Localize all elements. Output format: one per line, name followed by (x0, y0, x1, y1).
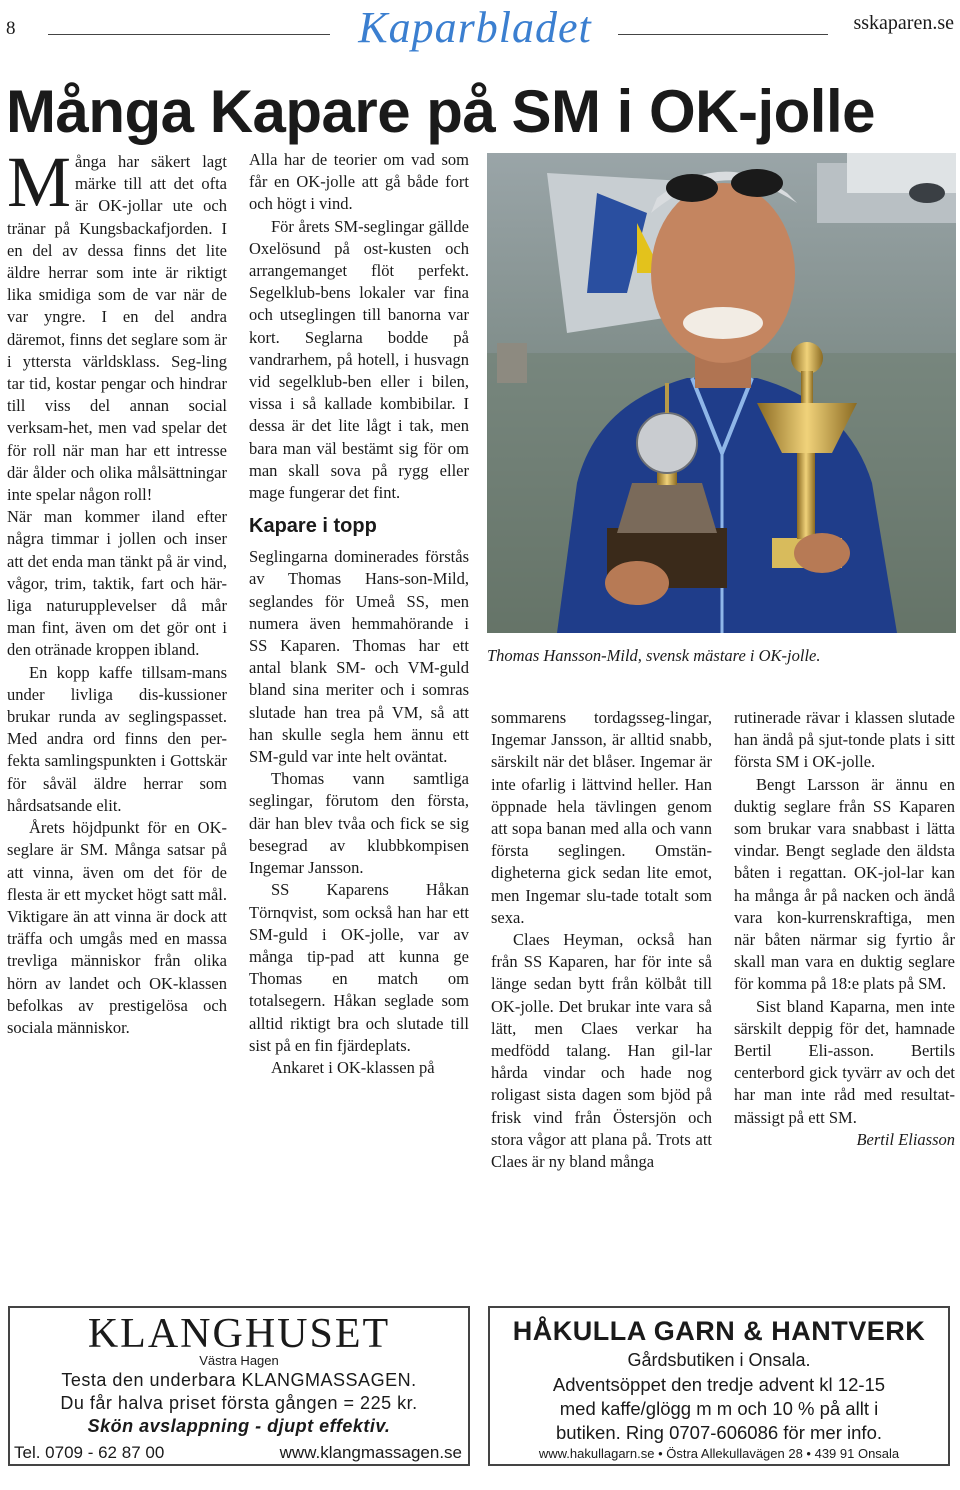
klanghuset-phone: Tel. 0709 - 62 87 00 (14, 1443, 165, 1462)
article-column-4 (734, 707, 955, 1151)
col1-paragraph-1 (7, 142, 227, 506)
masthead-logo: Kaparbladet (358, 3, 592, 52)
col3-paragraph-2: Claes Heyman, också han från SS Kaparen, har för inte så länge sedan bytt från kölbåt till OK-jolle. Det brukar inte vara så lätt, men Claes verkar ha medfödd talang. Han gil-lar hårda vindar och hade nog roligast sista dagen som bjöd på frisk vind från Östersjön och stora vågor att plana på. Trots att Claes är ny bland många (491, 930, 712, 1172)
header-rule-left (48, 34, 330, 35)
photo-illustration (487, 153, 956, 633)
klanghuset-title: KLANGHUSET (87, 1311, 391, 1357)
site-url: sskaparen.se (853, 12, 954, 34)
article-column-1 (7, 142, 227, 1039)
header-rule-right (618, 34, 828, 35)
col2-paragraph-6: Ankaret i OK-klassen på (271, 1057, 435, 1077)
col3-paragraph-1: sommarens tordagsseg-lingar, Ingemar Jansson, är alltid snabb, särskilt när det blåser. Ingemar är inte ofarlig i lättvind heller. Han öppnade hela tävlingen genom att sopa banan med alla och vann första seglingen. Omstän-digheterna gick sedan lite emot, men Ingemar slu-tade totalt som sexa. (491, 708, 712, 927)
col4-paragraph-3: Sist bland Kaparna, men inte särskilt deppig för det, hamnade Bertil Eli-asson. Bertils centerbord gick tyvärr av och det har man inte råd med resultat-mässigt på ett SM. (734, 996, 955, 1127)
col2-paragraph-5: SS Kaparens Håkan Törnqvist, som också han har ett SM-guld i OK-jolle, var av många tip-pad att kunna ge Thomas en match om totalsegern. Håkan seglade som alltid riktigt bra och slutade till sist på en fin fjärdeplats. (249, 880, 469, 1055)
klanghuset-line-3: Skön avslappning - djupt effektiv. (87, 1416, 391, 1436)
article-column-2 (249, 149, 469, 1079)
klanghuset-website: www.klangmassagen.se (279, 1443, 462, 1462)
col1-paragraph-4: Årets höjdpunkt för en OK-seglare är SM. Många satsar på att vinna, även om det för de flesta är ett mycket högt satt mål. Viktigare än att vinna är dock att träffa och umgås med en massa trevliga människor från olika hörn av landet och OK-klassen befolkas av prestigelösa och sociala människor. (7, 818, 227, 1037)
col1-paragraph-3: En kopp kaffe tillsam-mans under livliga dis-kussioner brukar runda av seglingspasset. Med andra ord finns den per-fekta samlingspunkten i Gottskär för såväl äldre herrar som hårdsatsande elit. (7, 662, 227, 815)
col1-paragraph-2: När man kommer iland efter några timmar i jollen och inser att det enda man tänkt på är vind, vågor, trim, taktik, fart och här-liga naturupplevelser då mår man fint, även om det gör ont i den otränade kroppen ibland. (7, 507, 227, 660)
photo-caption: Thomas Hansson-Mild, svensk mästare i OK-jolle. (487, 646, 821, 665)
col1-p1-text: ånga har säkert lagt märke till att det ofta är OK-jollar ute och tränar på Kungsbackafjorden. I en del av dessa finns det lite äldre herrar som inte är riktigt lika smidiga som de var när de var yngre. I en del andra däremot, finns det seglare som är i yttersta världsklass. Seg-ling tar tid, kostar pengar och hindrar till viss del annan social verksam-het, men vad spelar det för roll när man har ett intresse där ålder och olika målsättningar inte spelar någon roll! (7, 152, 227, 505)
hakulla-line-3: butiken. Ring 0707-606086 för mer info. (555, 1422, 882, 1443)
col4-paragraph-2: Bengt Larsson är ännu en duktig seglare från SS Kaparen som brukar vara snabbast i lätta vindar. Bengt seglade den äldsta båten i regattan. OK-jol-lar kan ha många år på nacken och ändå vara kon-kurrenskraftiga, men när båten närmar sig fyrtio år skall man vara en duktig seglare för komma på 18:e plats på SM. (734, 774, 955, 994)
page-number: 8 (6, 18, 16, 39)
sailor-trophy-photo (487, 153, 956, 633)
subheading: Kapare i topp (249, 515, 377, 538)
col2-paragraph-3: Seglingarna dominerades förstås av Thomas Hans-son-Mild, seglandes för Umeå SS, men numera även hemmahörande i SS Kaparen. Thomas har ett antal blank SM- och VM-guld bland sina meriter och i somras slutade han trea på VM, så att han skulle segla hem ännu ett SM-guld var inte helt oväntat. (249, 547, 469, 767)
col4-paragraph-1: rutinerade rävar i klassen slutade han ändå på sjut-tonde plats i sitt första SM i OK-jolle. (734, 708, 955, 772)
klanghuset-line-1: Testa den underbara KLANGMASSAGEN. (61, 1370, 417, 1390)
klanghuset-ad (8, 1306, 470, 1466)
col2-paragraph-2: För årets SM-seglingar gällde Oxelösund på ost-kusten och arrangemanget flöt perfekt. Segelklub-bens lokaler var fina och utseglingen till banorna var kort. Seglarna bodde på vandrarhem, på hotell, i husvagn vid segelklub-ben eller i bilen, vissa i så kallade kombibilar. I dessa är det lite lågt i tak, men bara man väl bestämt sig för om man skall sova på rygg eller mage fungerar det fint. (249, 216, 469, 503)
klanghuset-subtitle: Västra Hagen (199, 1353, 279, 1368)
hakulla-ad (488, 1306, 950, 1466)
hakulla-subtitle: Gårdsbutiken i Onsala. (627, 1350, 811, 1370)
drop-cap: M (7, 142, 72, 222)
klanghuset-line-2: Du får halva priset första gången = 225 kr. (60, 1393, 418, 1413)
hakulla-line-1: Adventsöppet den tredje advent kl 12-15 (552, 1374, 886, 1395)
hakulla-line-2: med kaffe/glögg m m och 10 % på allt i (559, 1398, 879, 1419)
author-signature: Bertil Eliasson (856, 1129, 955, 1149)
article-headline: Många Kapare på SM i OK-jolle (6, 78, 876, 145)
hakulla-title: HÅKULLA GARN & HANTVERK (512, 1316, 926, 1346)
article-column-3 (491, 707, 712, 1173)
col2-paragraph-4: Thomas vann samtliga seglingar, förutom den första, där han blev tvåa och fick se sig besegrad av klubbkompisen Ingemar Jansson. (249, 769, 469, 878)
col2-paragraph-1: Alla har de teorier om vad som får en OK-jolle att gå både fort och högt i vind. (249, 150, 469, 214)
hakulla-address: www.hakullagarn.se • Östra Allekullavägen 28 • 439 91 Onsala (538, 1446, 900, 1461)
